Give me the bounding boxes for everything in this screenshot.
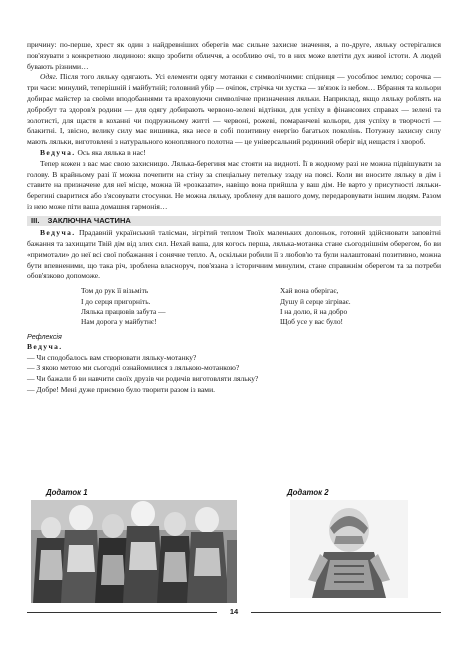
- paragraph-intro: причину: по-перше, хрест як один з найдревніших оберегів має сильне захисне значення, а по-друге, ляльку остерігалися пов'язувати з конкретною людиною: якщо зробити обличчя, а особливо очі, то в них може влетіти дух живої істоти. А людей бувають різними…: [27, 40, 441, 71]
- section-heading: [27, 216, 441, 227]
- clothing-label: Одяг.: [40, 72, 58, 82]
- reflection-item: — Чи сподобалось вам створювати ляльку-мотанку?: [27, 352, 197, 362]
- poem-left-column: [27, 286, 242, 328]
- poem-line: Лялька працювів забута —: [81, 307, 166, 317]
- poem-line: Щоб усе у вас було!: [280, 317, 343, 327]
- poem-line: І на долю, й на добро: [280, 307, 348, 317]
- paragraph-host-line: [27, 148, 441, 159]
- page-content: [27, 40, 441, 396]
- host-line-text: Ось яка лялька в нас!: [77, 147, 146, 157]
- page-number: 14: [229, 607, 239, 616]
- reflection-item: — Чи бажали б ви навчити своїх друзів чи родичів виготовляти ляльку?: [27, 374, 259, 384]
- closing-text: Прадавній український талісман, зігрітий теплом Твоїх маленьких долоньок, готовий здійснювати заповітні бажання та захищати Твій дім від злих сил. Нехай ваша, для когось перша, лялька-мотанка стане сьогоднішнім оберегом, бо ви «примотали» до неї всі свої побажання і сонячне тепло. А, оскільки робили її з любов'ю та були налаштовані позитивно, можна бути впевненими, що така річ, зроблена власноруч, пов'язана з історичним минулим, стане справжнім оберегом та за потреби обов'язково допоможе.: [27, 228, 441, 281]
- addendum-1-photo: [31, 500, 237, 603]
- reflection-label: Рефлексія: [27, 331, 62, 341]
- poem-line: І до серця пригорніть.: [81, 296, 151, 306]
- section-number: III.: [31, 215, 40, 225]
- reflection-item: — З якою метою ми сьогодні ознайомилися з лялькою-мотанкою?: [27, 363, 240, 373]
- reflection-item: — Добре! Мені дуже приємно було творити разом із вами.: [27, 385, 216, 395]
- paragraph-guardian-rules: Тепер кожен з вас має свою захисницю. Лялька-берегиня має стояти на видноті. Її в жодному разі не можна підвішувати за голову. В крайньому разі її можна почепити на стіну за спеціальну петельку ззаду на поясі. Коли ви вносите ляльку в дім і ставите на призначене для неї місце, можна їй «розказати», навіщо вона прийшла у ваш дім. Не варто у присутності ляльки-берегині сваритися або з'ясовувати стосунки. Не можна ляльку, зроблену для вашого дому, передаровувати іншим людям. Разом із нею може піти ваша домашня гармонія…: [27, 158, 441, 211]
- clothing-text: Після того ляльку одягають. Усі елементи одягу мотанки є символічними: спідниця — уособлює землю; сорочка — три часи: минулий, теперішній і майбутній; головний убір — очіпок, стрічка чи хустка — зв'язок із небом… Вбрання та кольори добирає майстер за своїми вподобаннями та враховуючи символічне призначення ляльки. Наприклад, якщо ляльку роблять на добробут та здоров'я родини — для одягу добирають червоно-зелені відтінки, для успіху в фінансових справах — зелені та золотисті, для щастя в коханні чи подружньому житті — червоні, рожеві, помаранчеві кольори, для успіху в творчості — блакитні. І, звісно, велику силу має вишивка, яка несе в собі позитивну енергію багатьох поколінь. Потужну захисну силу мають ляльки, виготовлені з натурального конопляного полотна — це універсальний родинний оберіг від нещастя і хвороб.: [27, 72, 441, 147]
- paragraph-closing: [27, 228, 441, 282]
- poem-line: Хай вона оберігає,: [280, 286, 339, 296]
- addendum-2-label: Додаток 2: [287, 488, 329, 497]
- poem: [27, 286, 441, 328]
- poem-right-column: [242, 286, 441, 328]
- poem-line: Душу й серце зігріває.: [280, 296, 351, 306]
- speaker-label: Ведуча.: [40, 147, 76, 157]
- footer-rule-right: [251, 612, 441, 613]
- addendum-1-label: Додаток 1: [46, 488, 88, 497]
- reflection-speaker-line: [27, 342, 441, 353]
- poem-line: Том до рук її візьміть: [81, 286, 149, 296]
- reflection-speaker: Ведуча.: [27, 341, 63, 351]
- section-title: ЗАКЛЮЧНА ЧАСТИНА: [47, 215, 131, 225]
- footer-rule-left: [27, 612, 217, 613]
- closing-speaker: Ведуча.: [40, 228, 76, 238]
- poem-line: Нам дорога у майбутнє!: [81, 317, 157, 327]
- paragraph-clothing: [27, 72, 441, 148]
- addendum-2-photo: [290, 500, 408, 598]
- page-footer: [27, 609, 441, 615]
